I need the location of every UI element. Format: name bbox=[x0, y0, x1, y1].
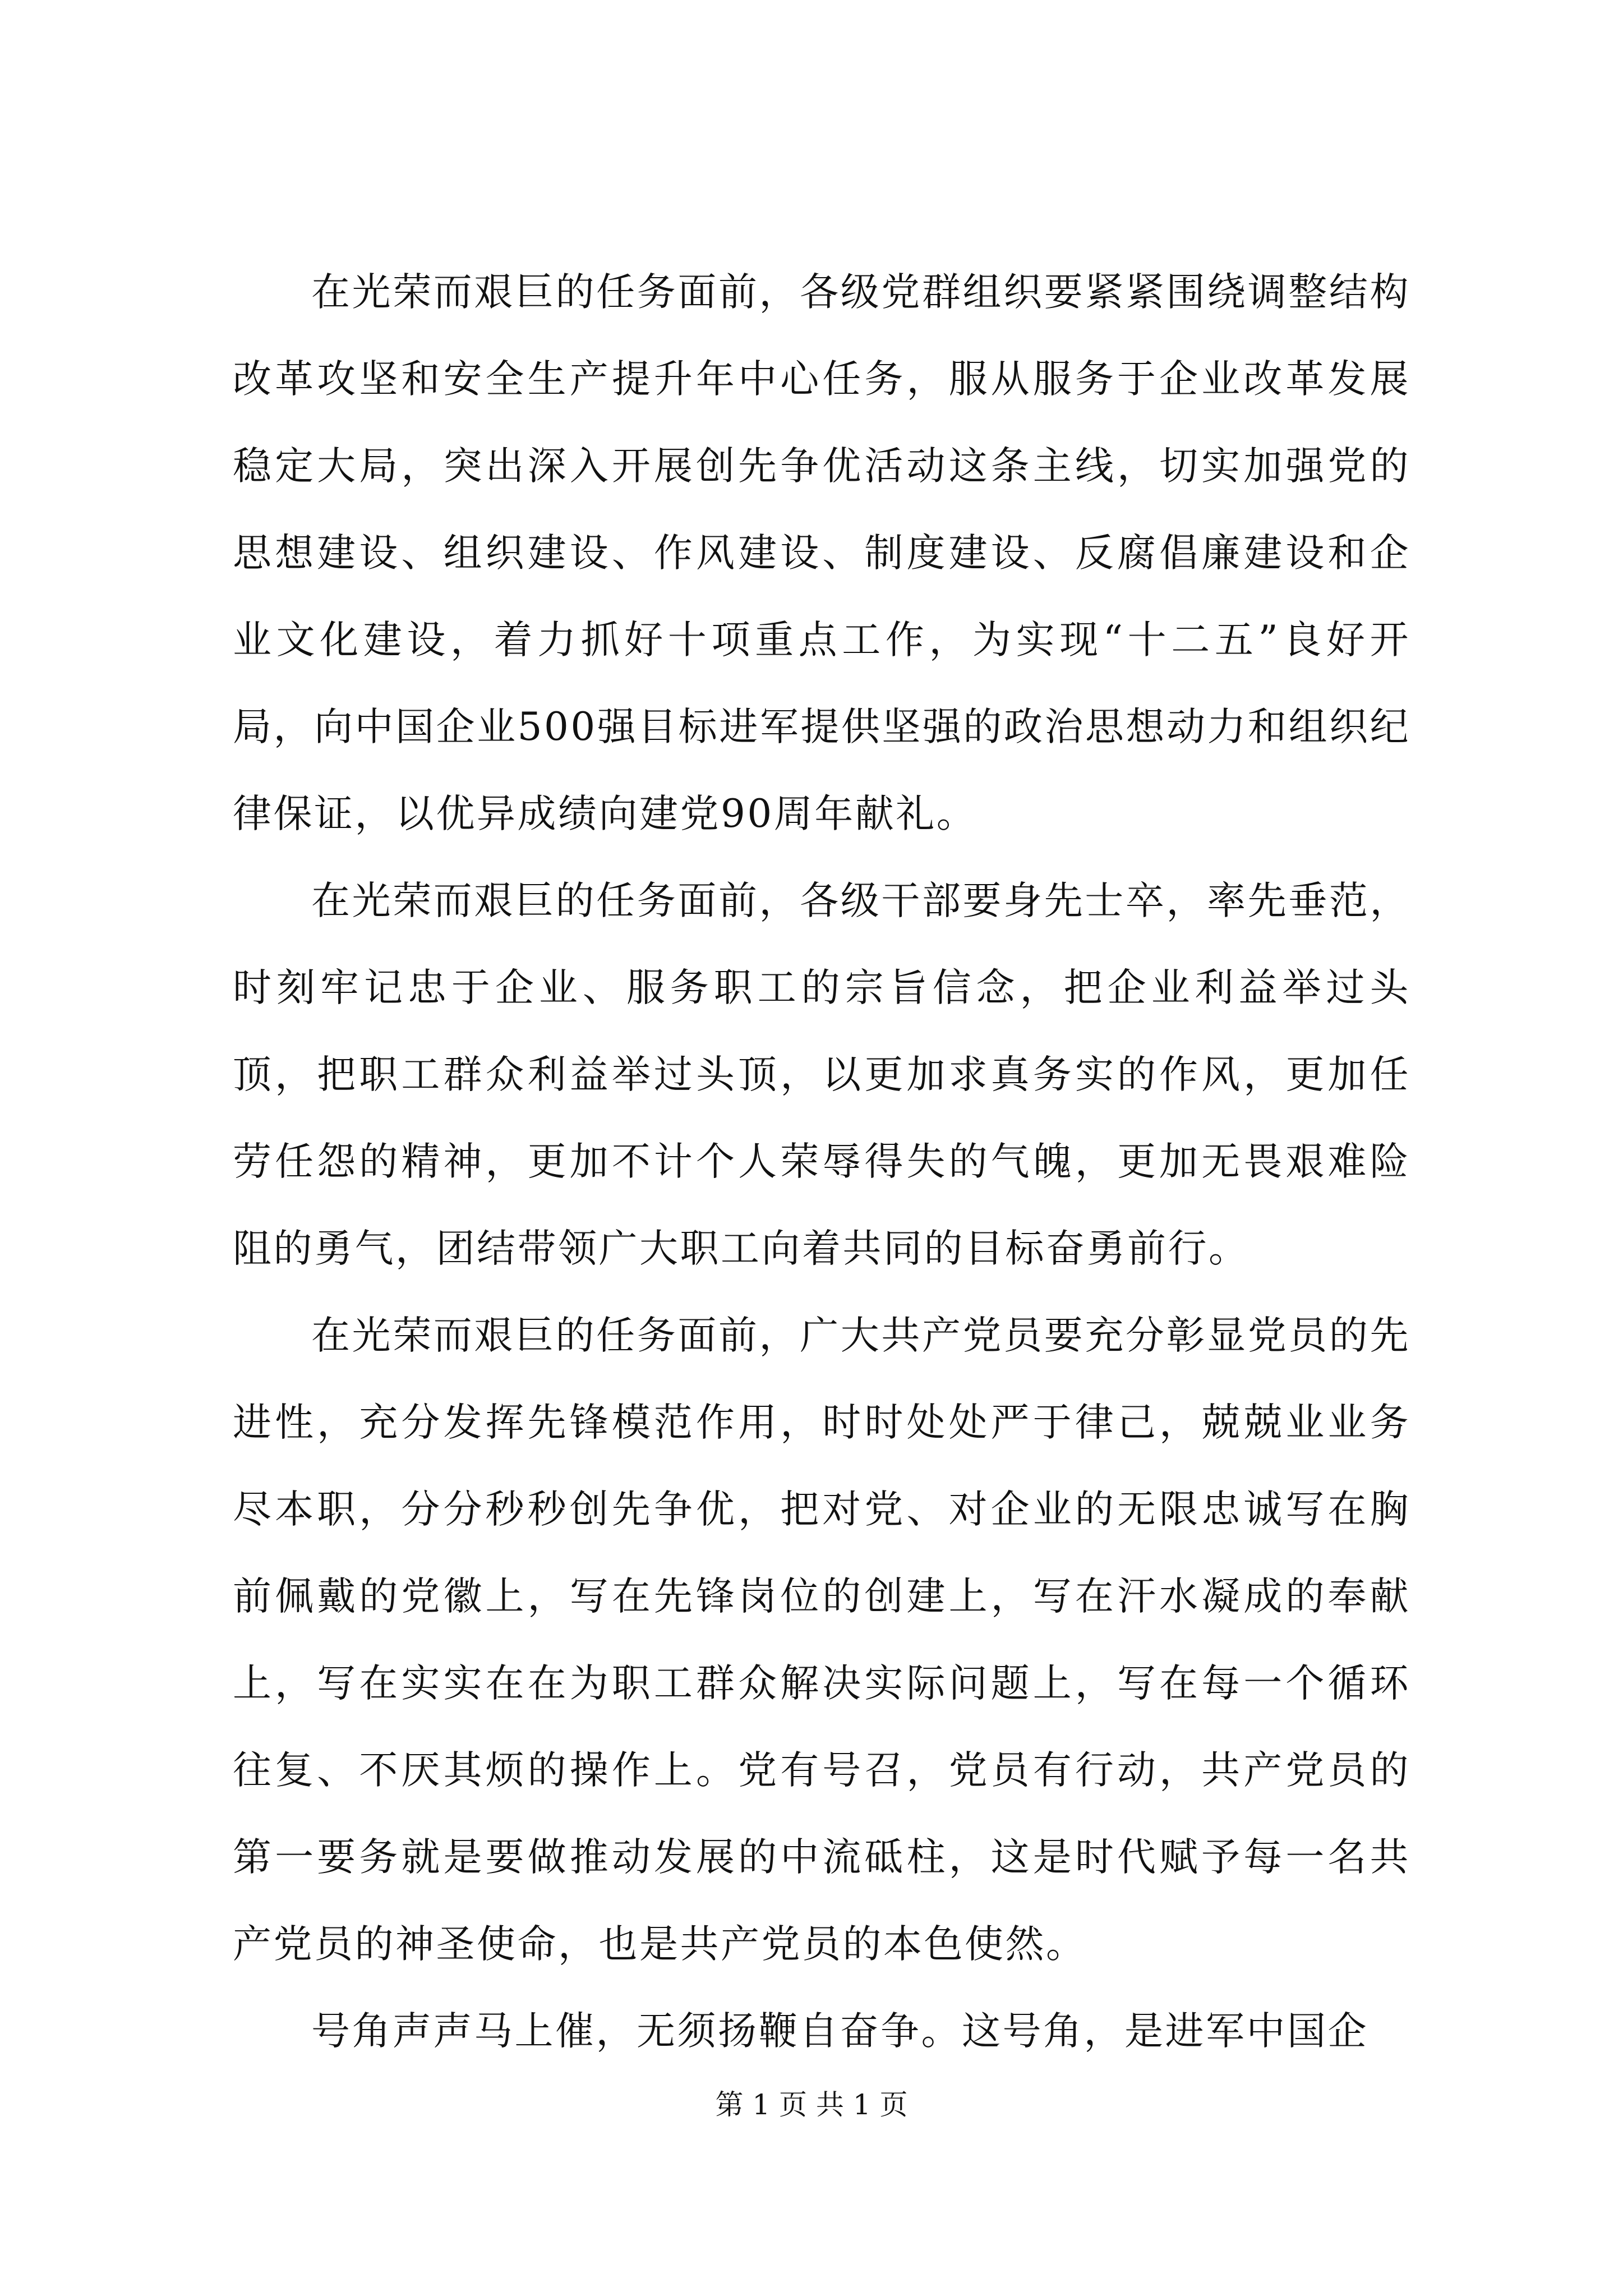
paragraph-4: 号角声声马上催，无须扬鞭自奋争。这号角，是进军中国企 bbox=[311, 2009, 1368, 2054]
paragraph-2: 在光荣而艰巨的任务面前，各级干部要身先士卒，率先垂范，时刻牢记忠于企业、服务职工的宗旨信念，把企业利益举过头顶，把职工群众利益举过头顶，以更加求真务实的作风，更加任劳任怨的精神，更加不计个人荣辱得失的气魄，更加无畏艰难险阻的勇气，团结带领广大职工向着共同的目标奋勇前行。 bbox=[233, 878, 1410, 1271]
paragraph-3: 在光荣而艰巨的任务面前，广大共产党员要充分彰显党员的先进性，充分发挥先锋模范作用，时时处处严于律己，兢兢业业务尽本职，分分秒秒创先争优，把对党、对企业的无限忠诚写在胸前佩戴的党徽上，写在先锋岗位的创建上，写在汗水凝成的奉献上，写在实实在在为职工群众解决实际问题上，写在每一个循环往复、不厌其烦的操作上。党有号召，党员有行动，共产党员的第一要务就是要做推动发展的中流砥柱，这是时代赋予每一名共产党员的神圣使命，也是共产党员的本色使然。 bbox=[233, 1313, 1410, 1967]
page-footer: 第 1 页 共 1 页 bbox=[715, 2088, 908, 2121]
document-body bbox=[233, 249, 1410, 2075]
paragraph-1: 在光荣而艰巨的任务面前，各级党群组织要紧紧围绕调整结构改革攻坚和安全生产提升年中心任务，服从服务于企业改革发展稳定大局，突出深入开展创先争优活动这条主线，切实加强党的思想建设、组织建设、作风建设、制度建设、反腐倡廉建设和企业文化建设，着力抓好十项重点工作，为实现“十二五”良好开局，向中国企业500强目标进军提供坚强的政治思想动力和组织纪律保证，以优异成绩向建党90周年献礼。 bbox=[233, 270, 1410, 836]
